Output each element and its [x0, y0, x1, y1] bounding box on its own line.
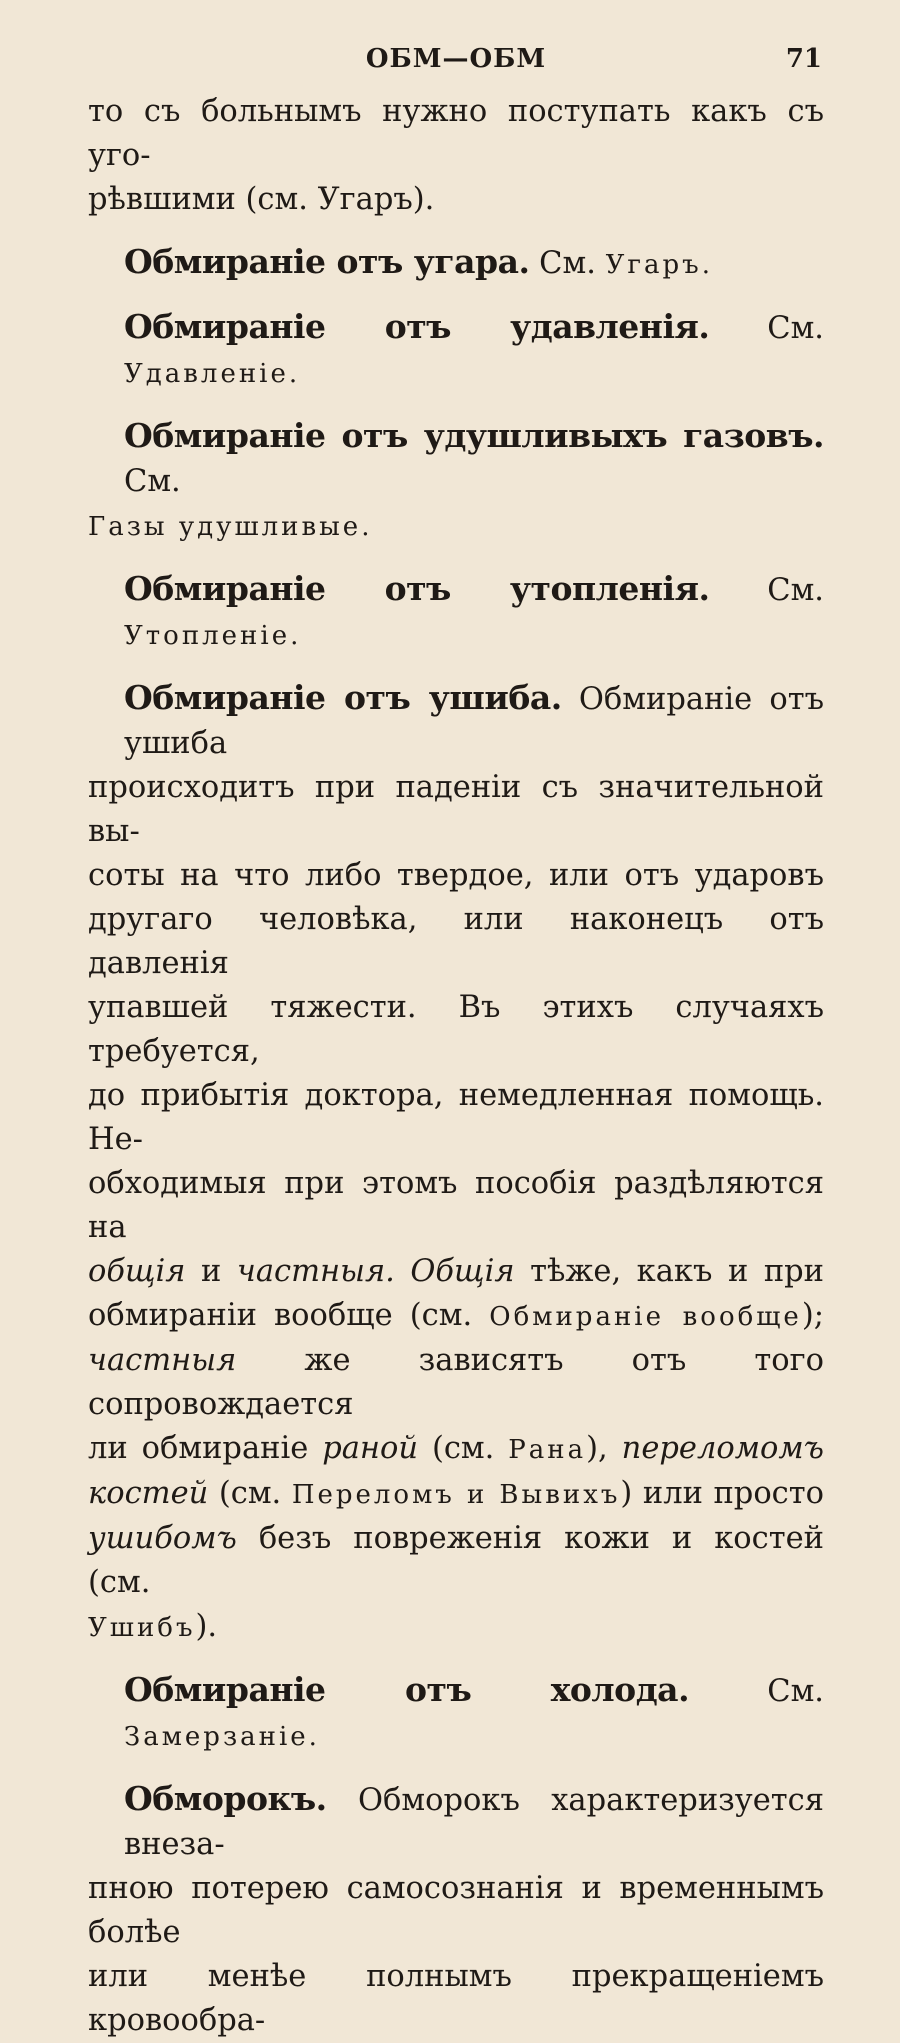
text-run: ) или просто — [620, 1476, 824, 1511]
text-run: тѣже, какъ и при — [514, 1254, 824, 1289]
see-label: См. — [124, 464, 181, 499]
italic-term: переломомъ — [621, 1431, 824, 1466]
text-line — [88, 1472, 824, 1517]
text-run: обмираніи вообще (см. — [88, 1298, 490, 1333]
text-line — [88, 1339, 824, 1427]
text-run: ). — [195, 1609, 218, 1644]
cross-reference: Обмираніе вообще — [489, 1302, 802, 1332]
text-line — [88, 504, 824, 549]
text-line: упавшей тяжести. Въ этихъ случаяхъ требуется, — [88, 990, 824, 1069]
entry-udavlenie — [88, 305, 824, 396]
text-line — [124, 240, 824, 287]
text-line — [88, 676, 824, 766]
italic-term: ушибомъ — [88, 1521, 237, 1556]
text-line: происходитъ при паденіи съ значительной вы- — [88, 770, 824, 849]
see-label: См. — [767, 1674, 824, 1709]
body-text: Обмираніе отъ ушиба — [124, 682, 824, 761]
headword: Обморокъ. — [124, 1779, 327, 1818]
running-head: ОБМ—ОБМ — [365, 44, 547, 74]
text-line — [88, 1517, 824, 1605]
cross-reference: Рана — [508, 1435, 587, 1465]
text-run: безъ повреженія кожи и костей (см. — [88, 1521, 824, 1600]
italic-term: раной — [322, 1431, 419, 1466]
cross-reference: Переломъ и Вывихъ — [291, 1480, 621, 1510]
text-line — [88, 1427, 824, 1472]
page-header — [88, 38, 824, 90]
text-line: рѣвшими (см. Угаръ). — [88, 182, 435, 217]
text-run: ), — [586, 1431, 622, 1466]
text-run — [395, 1254, 411, 1289]
entry-obmorok — [88, 1777, 824, 2043]
text-line: пною потерею самосознанія и временнымъ болѣе — [88, 1871, 824, 1950]
text-run: (см. — [208, 1476, 292, 1511]
headword: Обмираніе отъ холода. — [124, 1670, 690, 1709]
text-line — [124, 1668, 824, 1759]
cross-reference: Замерзаніе. — [124, 1722, 320, 1752]
entry-ushib — [88, 676, 824, 1650]
see-label: См. — [539, 246, 606, 281]
entry-gazy — [88, 414, 824, 549]
text-line: обходимыя при этомъ пособія раздѣляются на — [88, 1166, 824, 1245]
headword: Обмираніе отъ удавленія. — [124, 307, 710, 346]
body-text: Обморокъ характеризуется внеза- — [124, 1783, 824, 1862]
entry-ugar — [88, 240, 824, 287]
book-page — [88, 38, 824, 2038]
text-run: (см. — [418, 1431, 509, 1466]
headword: Обмираніе отъ удушливыхъ газовъ. — [124, 416, 824, 455]
headword: Обмираніе отъ ушиба. — [124, 678, 562, 717]
italic-term: частныя — [88, 1343, 237, 1378]
text-line: или менѣе полнымъ прекращеніемъ кровообра- — [88, 1959, 824, 2038]
text-line — [88, 1250, 824, 1294]
cross-reference: Ушибъ — [88, 1613, 196, 1643]
entry-holod — [88, 1668, 824, 1759]
page-body — [88, 90, 824, 2043]
see-label: См. — [767, 311, 824, 346]
entry-utoplenie — [88, 567, 824, 658]
text-line: то съ больнымъ нужно поступать какъ съ уго- — [88, 94, 824, 173]
italic-term: общія — [88, 1254, 186, 1289]
italic-term: Общія — [410, 1254, 515, 1289]
cross-reference: Утопленіе. — [124, 621, 302, 651]
cross-reference: Удавленіе. — [124, 359, 301, 389]
text-line: другаго человѣка, или наконецъ отъ давленія — [88, 902, 824, 981]
text-run: ); — [801, 1298, 824, 1333]
cross-reference: Угаръ. — [605, 250, 713, 280]
text-run: же зависятъ отъ того сопровождается — [88, 1343, 824, 1422]
headword: Обмираніе отъ угара. — [124, 242, 530, 281]
text-line — [88, 414, 824, 504]
italic-term: костей — [88, 1476, 209, 1511]
see-label: См. — [767, 573, 824, 608]
text-run: ли обмираніе — [88, 1431, 323, 1466]
text-line — [124, 567, 824, 658]
text-line — [124, 305, 824, 396]
italic-term: частныя. — [236, 1254, 395, 1289]
text-line — [88, 1605, 824, 1650]
continuation-paragraph — [88, 90, 824, 222]
page-number: 71 — [785, 44, 822, 74]
text-run: и — [185, 1254, 237, 1289]
text-line: до прибытія доктора, немедленная помощь. Не- — [88, 1078, 824, 1157]
text-line: соты на что либо твердое, или отъ ударовъ — [88, 858, 824, 893]
headword: Обмираніе отъ утопленія. — [124, 569, 710, 608]
cross-reference: Газы удушливые. — [88, 512, 373, 542]
text-line — [88, 1777, 824, 1867]
text-line — [88, 1294, 824, 1339]
